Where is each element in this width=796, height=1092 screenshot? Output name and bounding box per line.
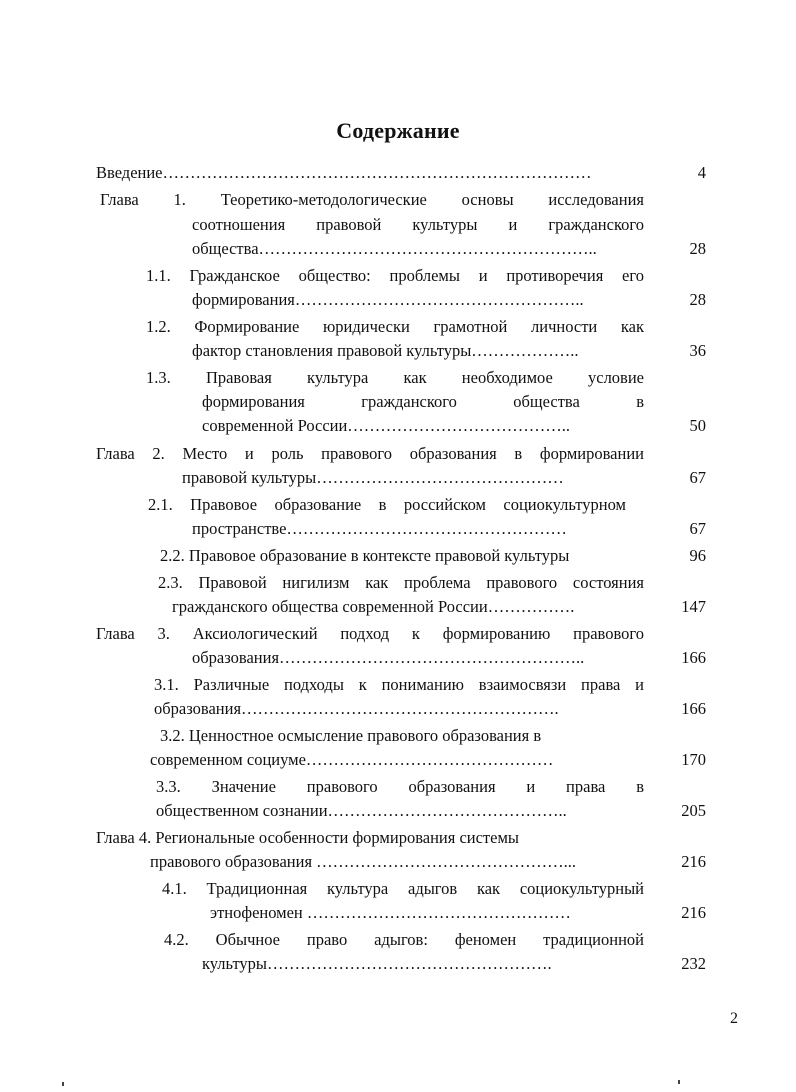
toc-page-4-2: 232 [681, 954, 706, 973]
toc-entry-2-3-line2: гражданского общества современной России……………. [172, 597, 575, 616]
toc-entry-1-2-line2: фактор становления правовой культуры……………….. [192, 341, 579, 360]
toc-entry-4-2-line1: 4.2. Обычное право адыгов: феномен традиционной [164, 930, 644, 949]
toc-entry-ch4-line1: Глава 4. Региональные особенности формирования системы [96, 828, 519, 847]
toc-page-4-1: 216 [681, 903, 706, 922]
toc-entry-ch3-line1: Глава 3. Аксиологический подход к формированию правового [96, 624, 644, 643]
toc-entry-3-3-line2: общественном сознании…………………………………….. [156, 801, 567, 820]
toc-entry-3-1-line1: 3.1. Различные подходы к пониманию взаимосвязи права и [154, 675, 644, 694]
toc-entry-ch3-line2: образования……………………………………………….. [192, 648, 585, 667]
scan-speck [678, 1080, 680, 1084]
toc-page-2-3: 147 [681, 597, 706, 616]
toc-entry-ch1-line1: Глава 1. Теоретико-методологические основы исследования [100, 190, 644, 209]
toc-page-2-2: 96 [689, 546, 706, 565]
toc-page-1-2: 36 [689, 341, 706, 360]
toc-entry-1-1-line1: 1.1. Гражданское общество: проблемы и противоречия его [146, 266, 644, 285]
toc-page-3-2: 170 [681, 750, 706, 769]
toc-entry-2-1-line1: 2.1. Правовое образование в российском социокультурном [148, 495, 626, 514]
toc-entry-4-2-line2: культуры……………………………………………. [202, 954, 552, 973]
toc-entry-2-2-line1: 2.2. Правовое образование в контексте правовой культуры [160, 546, 570, 565]
toc-entry-1-3-line1: 1.3. Правовая культура как необходимое условие [146, 368, 644, 387]
toc-entry-ch1-line3: общества…………………………………………………….. [192, 239, 597, 258]
toc-entry-2-3-line1: 2.3. Правовой нигилизм как проблема правового состояния [158, 573, 644, 592]
toc-entry-4-1-line2: этнофеномен ………………………………………… [210, 903, 571, 922]
toc-page-2-1: 67 [689, 519, 706, 538]
toc-page-ch3: 166 [681, 648, 706, 667]
toc-entry-ch4-line2: правового образования ………………………………………... [150, 852, 577, 871]
toc-entry-ch1-line2: соотношения правовой культуры и гражданского [192, 215, 644, 234]
toc-entry-ch2-line1: Глава 2. Место и роль правового образования в формировании [96, 444, 644, 463]
toc-entry-intro: Введение…………………………………………………………………… [96, 163, 592, 182]
toc-entry-4-1-line1: 4.1. Традиционная культура адыгов как социокультурный [162, 879, 644, 898]
toc-entry-2-1-line2: пространстве…………………………………………… [192, 519, 567, 538]
toc-page-intro: 4 [697, 163, 706, 182]
toc-page-ch4: 216 [681, 852, 706, 871]
toc-entry-1-2-line1: 1.2. Формирование юридически грамотной личности как [146, 317, 644, 336]
toc-page-ch2: 67 [689, 468, 706, 487]
toc-entry-3-1-line2: образования…………………………………………………. [154, 699, 559, 718]
toc-page-1-3: 50 [689, 416, 706, 435]
toc-page-3-1: 166 [681, 699, 706, 718]
toc-entry-3-3-line1: 3.3. Значение правового образования и права в [156, 777, 644, 796]
toc-entry-1-3-line3: современной России………………………………….. [202, 416, 571, 435]
toc-entry-1-3-line2: формирования гражданского общества в [202, 392, 644, 411]
scan-speck [62, 1082, 64, 1086]
toc-entry-ch2-line2: правовой культуры……………………………………… [182, 468, 564, 487]
toc-entry-3-2-line1: 3.2. Ценностное осмысление правового образования в [160, 726, 542, 745]
toc-page-1-1: 28 [689, 290, 706, 309]
toc-entry-3-2-line2: современном социуме……………………………………… [150, 750, 554, 769]
page-number: 2 [730, 1010, 738, 1027]
toc-page-3-3: 205 [681, 801, 706, 820]
toc-entry-1-1-line2: формирования…………………………………………….. [192, 290, 584, 309]
page-title: Содержание [336, 118, 460, 143]
toc-page-ch1: 28 [689, 239, 706, 258]
